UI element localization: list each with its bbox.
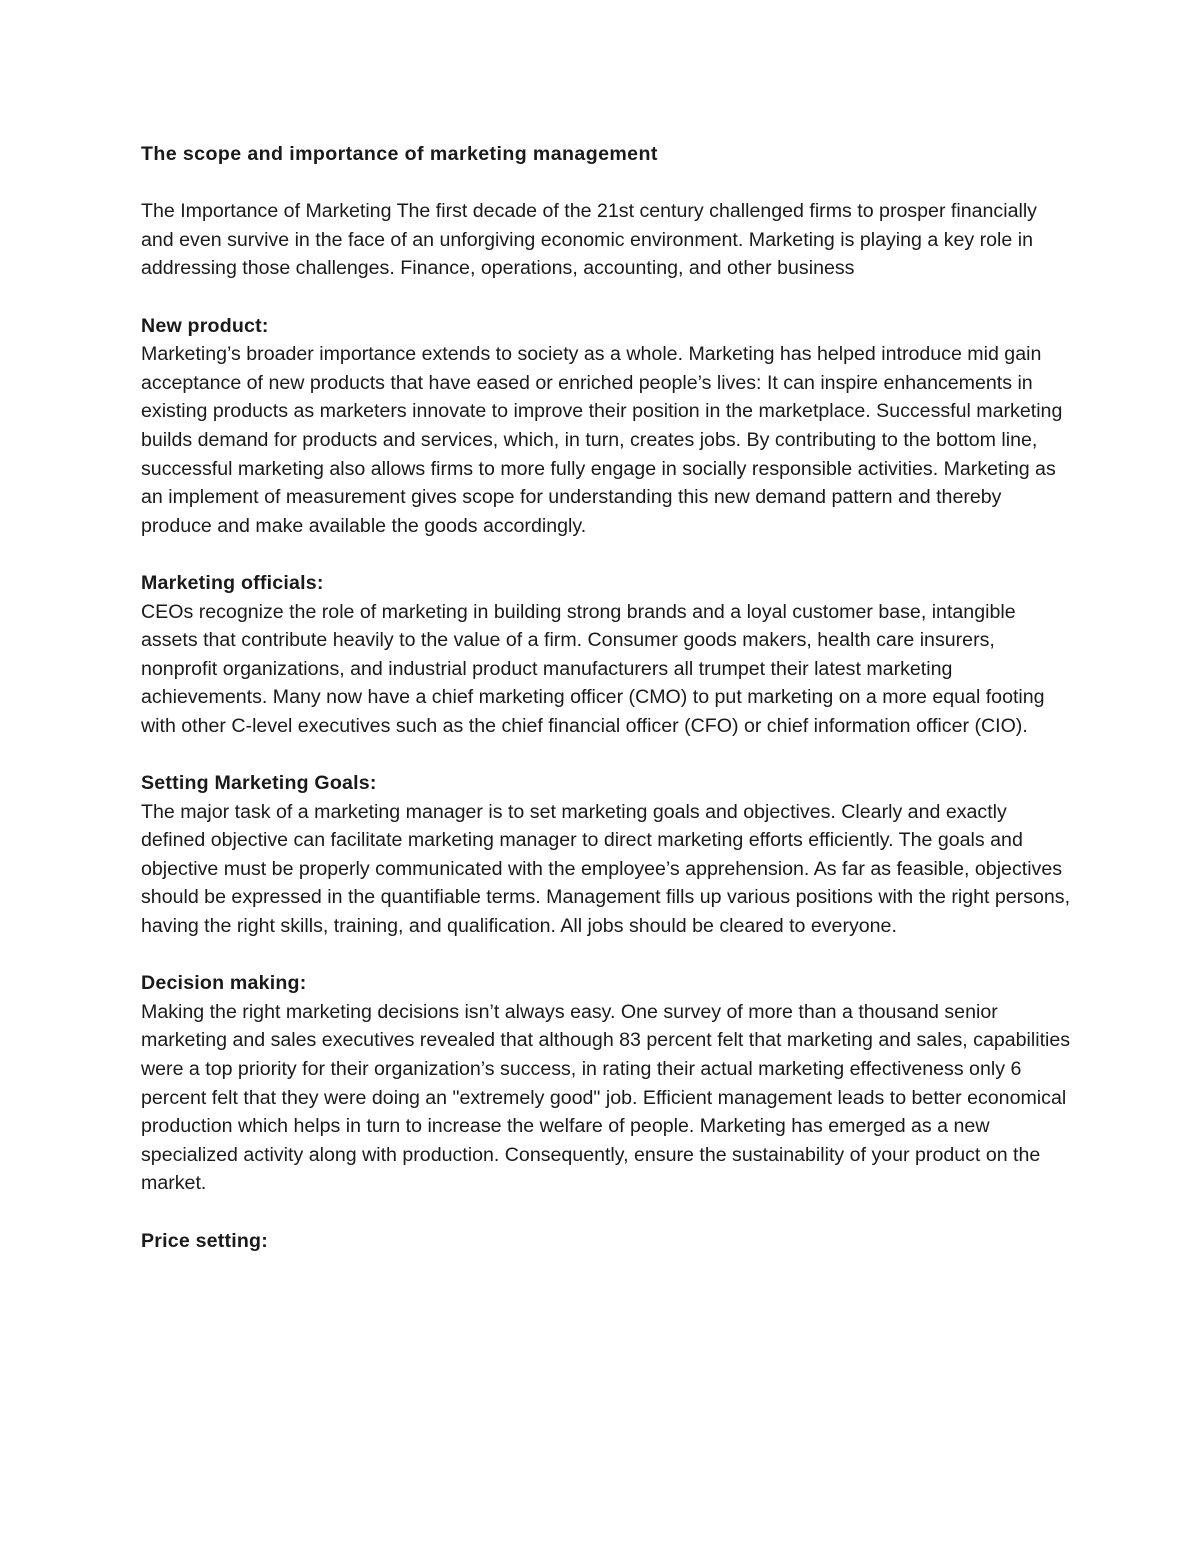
section-heading: Marketing officials: <box>141 571 324 594</box>
section-decision-making <box>141 969 1071 1198</box>
section-heading: Setting Marketing Goals: <box>141 772 377 795</box>
document-title: The scope and importance of marketing management <box>141 143 658 165</box>
section-price-setting <box>141 1227 1071 1256</box>
section-new-product <box>141 312 1071 541</box>
document-page <box>141 140 1071 1255</box>
section-body: CEOs recognize the role of marketing in building strong brands and a loyal customer base, intangible assets that contribute heavily to the value of a firm. Consumer goods makers, health care insurers, nonprofit organizations, and industrial product manufacturers all trumpet their latest marketing achievements. Many now have a chief marketing officer (CMO) to put marketing on a more equal footing with other C-level executives such as the chief financial officer (CFO) or chief information officer (CIO). <box>141 600 1045 737</box>
section-body: Making the right marketing decisions isn’t always easy. One survey of more than a thousand senior marketing and sales executives revealed that although 83 percent felt that marketing and sales, capabilities were a top priority for their organization’s success, in rating their actual marketing effectiveness only 6 percent felt that they were doing an "extremely good" job. Efficient management leads to better economical production which helps in turn to increase the welfare of people. Marketing has emerged as a new specialized activity along with production. Consequently, ensure the sustainability of your product on the market. <box>141 1000 1071 1195</box>
section-marketing-officials <box>141 569 1071 741</box>
section-body: The major task of a marketing manager is to set marketing goals and objectives. Clearly and exactly defined objective can facilitate marketing manager to direct marketing efforts efficiently. The goals and objective must be properly communicated with the employee’s apprehension. As far as feasible, objectives should be expressed in the quantifiable terms. Management fills up various positions with the right persons, having the right skills, training, and qualification. All jobs should be cleared to everyone. <box>141 800 1071 938</box>
intro-paragraph: The Importance of Marketing The first decade of the 21st century challenged firms to prosper financially and even survive in the face of an unforgiving economic environment. Marketing is playing a key role in addressing those challenges. Finance, operations, accounting, and other business <box>141 200 1037 280</box>
section-setting-marketing-goals <box>141 769 1071 941</box>
section-heading: Decision making: <box>141 972 307 995</box>
section-heading: New product: <box>141 314 269 337</box>
section-heading: Price setting: <box>141 1229 268 1252</box>
section-body: Marketing’s broader importance extends to society as a whole. Marketing has helped introduce mid gain acceptance of new products that have eased or enriched people’s lives: It can inspire enhancements in existing products as marketers innovate to improve their position in the marketplace. Successful marketing builds demand for products and services, which, in turn, creates jobs. By contributing to the bottom line, successful marketing also allows firms to more fully engage in socially responsible activities. Marketing as an implement of measurement gives scope for understanding this new demand pattern and thereby produce and make available the goods accordingly. <box>141 343 1063 537</box>
